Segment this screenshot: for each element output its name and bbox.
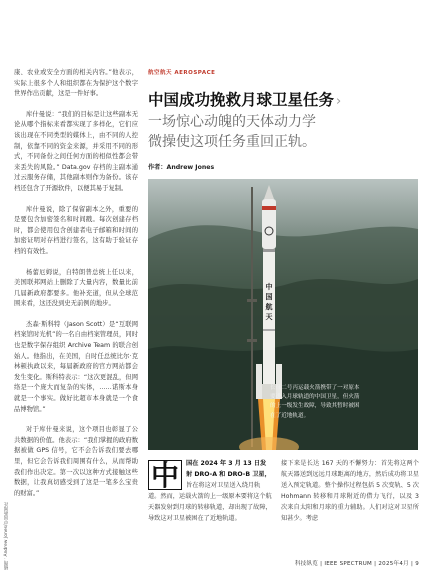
left-paragraph: 库什曼说，除了保留副本之外，重要的是要包含加密签名和时间戳。每次创建存档时，都会使用包含创建者电子邮箱和时间的加密证明对存档进行签名，这有助于验证存档的有效性。 [14,205,138,255]
left-column [14,68,138,509]
photo-caption: 长征二号丙运载火箭携带了一对原本要进入月球轨道的中国卫星，但火箭的上一级发生故障，导致其暂时被困在了近地轨道。 [270,385,360,419]
chevron-right-icon: › [336,94,342,109]
photo-credit: 插图：Andrew Jones/中国新闻社 [4,502,9,570]
left-paragraph: 杨蕾厄姆说，自特朗普总统上任以来，美国联邦网站上删除了大量内容，数量比前几届新政府都要多。他补充道，但从全球范围来看，这还没到史无前例的地步。 [14,268,138,308]
page-footer: 科技纵览 | IEEE SPECTRUM | 2025年4月 | 9 [294,561,419,567]
deck-line-2: 微操使这项任务重回正轨。 [148,134,316,150]
byline: 作者：Andrew Jones [148,164,215,171]
left-paragraph: 对于库什曼来说，这个项目也彰显了公共数据的价值。他表示：“我们掌握的政府数据被做 GPS 信号，它不会告诉我们要去哪里，但它会告诉我们周围有什么，从而帮助我们作出决定。第一次以这种方式接触这些数据，让我真切感受到了这是一笔多么宝贵的财富。” [14,426,138,497]
left-paragraph: 库什曼说：“我们的目标是让这些副本无论从哪个指标来看都实现了多样化，它们应该出现在不同类型的媒体上，由不同的人控制，依靠不同的资金来源，并采用不同的形式，不同备份之间任何方面的相似性都会带来丢失的风险。” Data.gov 存档的主副本通过云服务存储，其他副本则作为备份。该存档还包含了开源软件，以便其易于复制。 [14,110,138,192]
left-paragraph: 杰森·斯科特（Jason Scott）是“互联网档案馆时光机”的一名自由档案管理员，同时也是数字保存组织 Archive Team 的联合创始人。他指出，在美国，自时任总统比尔·克林顿执政以来，每届新政府的官方网站都会发生变化。斯科特表示：“这次更混乱，但网络是一个庞大而复杂的实体，……诺斯本身就是一个事实。做好比超市本身就是一个食品博物馆。” [14,320,138,413]
body-column-left [148,458,272,524]
lead-text: 国在 2024 年 3 月 13 日发射 DRO-A 和 DRO-B 卫星， [186,460,271,478]
rocket-label-4: 天 [265,313,273,321]
headline-text: 中国成功挽救月球卫星任务 [148,91,335,109]
left-paragraph: 康、农业或安全方面的相关内容。”他表示，实际上很多个人和组织都在为保护这个数字世界作出贡献，这是一件好事。 [14,69,138,98]
deck-line-1: 一场惊心动魄的天体动力学 [148,114,316,130]
headline [148,90,418,112]
rocket-label-1: 中 [265,283,273,291]
rocket-label-3: 航 [265,303,273,311]
section-kicker: 航空航天 AEROSPACE [148,70,216,76]
rocket-label-2: 国 [265,293,273,301]
drop-cap: 中 [148,460,182,490]
body-text: 旨在将这对卫星送入绕月轨道。然而，运载火箭的上一级原本要将这个航天器发射到月球的转移轨道，却出现了故障，导致这对卫星被困在了近地轨道。 [148,482,272,522]
article-header [148,68,418,171]
body-column-right: 接下来是长达 167 天的不懈努力：首先将这两个航天器送到远远月球距离的地方，然后成功将卫星送入预定轨道。整个操作过程包括 5 次变轨、5 次 Hohmann 转移和月球附近的借力飞行，以及 3 次来自太阳和月球的重力辅助。人们对这对卫星所知甚少。考虑 [281,460,419,522]
